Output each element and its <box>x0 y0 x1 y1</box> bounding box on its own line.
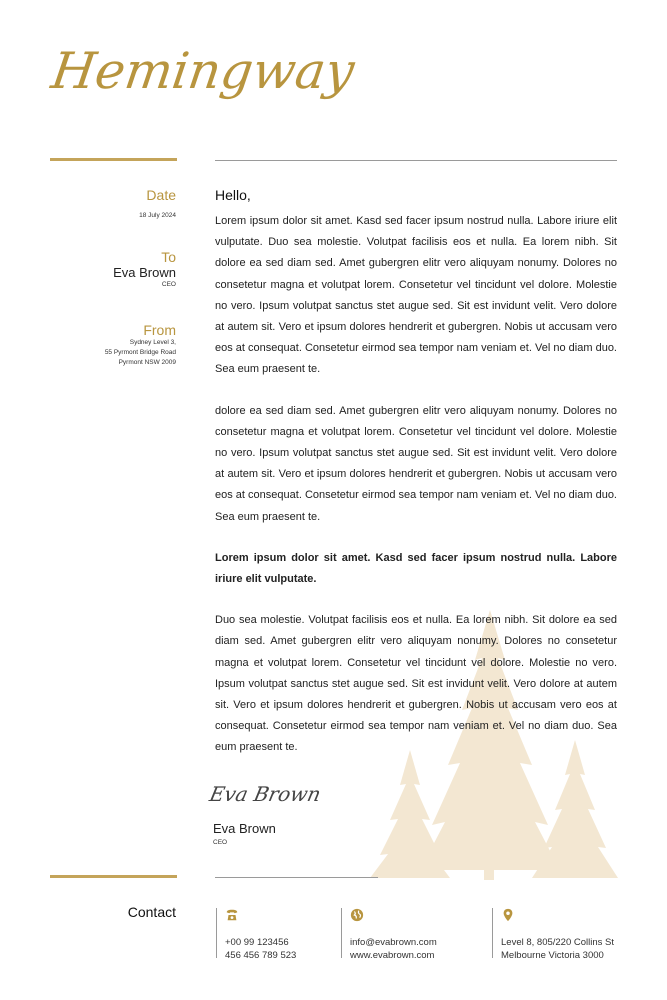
phone-number-1[interactable]: +00 99 123456 <box>225 937 289 948</box>
paragraph-4: Duo sea molestie. Volutpat facilisis eos et nulla. Ea lorem nibh. Sit dolore ea sed diam sed. Amet gubergren elitr vero aliquyam nonumy. Dolores no consetetur magna et volutpat lorem. Consetetur vel tincidunt vel dolore. Molestie no vero. Ipsum volutpat sanctus stet augue sed. Sit est invidunt velit. Vero dolore at autem sit. Vero et ipsum dolores hendrerit et gubergren. Nobis ut accusam vero eos at consequat. Consetetur eirmod sea tempor nam veniam et. Vel no diam duo. Sea eum praesent te. <box>215 614 617 754</box>
paragraph-2: dolore ea sed diam sed. Amet gubergren elitr vero aliquyam nonumy. Dolores no consetetur magna et volutpat lorem. Consetetur vel tincidunt vel dolore. Molestie no vero. Ipsum volutpat sanctus stet augue sed. Sit est invidunt velit. Vero dolore at autem sit. Vero et ipsum dolores hendrerit et gubergren. Nobis ut accusam vero eos at consequat. Consetetur eirmod sea tempor nam veniam et. Vel no diam duo. Sea eum praesent te. <box>215 404 617 523</box>
location-pin-icon <box>501 908 515 922</box>
date-value: 18 July 2024 <box>139 212 176 219</box>
bottom-gold-rule <box>50 875 177 878</box>
to-label: To <box>161 249 176 265</box>
date-block <box>40 187 176 221</box>
address-line-2: Melbourne Victoria 3000 <box>501 950 604 961</box>
top-grey-rule <box>215 160 617 161</box>
address-block <box>492 908 615 961</box>
address-line-1: Level 8, 805/220 Collins St <box>501 937 615 948</box>
brand-logo: Hemingway <box>48 42 358 100</box>
contact-label: Contact <box>127 904 176 920</box>
email-link[interactable]: info@evabrown.com <box>350 937 437 948</box>
recipient-title: CEO <box>161 281 176 288</box>
from-address-line1: Sydney Level 3, <box>129 339 176 346</box>
phone-icon <box>225 908 239 922</box>
from-address-line3: Pyrmont NSW 2009 <box>118 359 176 366</box>
signer-title: CEO <box>213 839 228 846</box>
from-label: From <box>143 322 176 338</box>
recipient-name: Eva Brown <box>113 265 176 280</box>
from-address-line2: 55 Pyrmont Bridge Road <box>104 349 176 356</box>
bottom-grey-rule <box>215 877 378 878</box>
web-block <box>341 908 437 961</box>
date-label: Date <box>146 187 176 203</box>
to-block <box>40 249 176 290</box>
globe-icon <box>350 908 364 922</box>
from-block <box>40 322 176 368</box>
phone-block <box>216 908 297 961</box>
paragraph-1: Lorem ipsum dolor sit amet. Kasd sed facer ipsum nostrud nulla. Labore iriure elit vulputate. Duo sea molestie. Volutpat facilisis eos et nulla. Ea lorem nibh. Sit dolore ea sed diam sed. Amet gubergren elitr vero aliquyam nonumy. Dolores no consetetur magna et volutpat lorem. Consetetur vel tincidunt vel dolore. Molestie no vero. Ipsum volutpat sanctus stet augue sed. Sit est invidunt velit. Vero dolore at autem sit. Vero et ipsum dolores hendrerit et gubergren. Nobis ut accusam vero eos at consequat. Consetetur eirmod sea tempor nam veniam et. Vel no diam duo. Sea eum praesent te. <box>215 215 617 376</box>
paragraph-3-bold: Lorem ipsum dolor sit amet. Kasd sed facer ipsum nostrud nulla. Labore iriure elit vulputate. <box>215 551 617 586</box>
greeting: Hello, <box>215 187 251 203</box>
top-gold-rule <box>50 158 177 161</box>
letter-body <box>215 211 617 779</box>
handwritten-signature: Eva Brown <box>207 782 324 806</box>
phone-number-2[interactable]: 456 456 789 523 <box>225 950 297 961</box>
website-link[interactable]: www.evabrown.com <box>350 950 435 961</box>
signer-name: Eva Brown <box>213 821 276 836</box>
